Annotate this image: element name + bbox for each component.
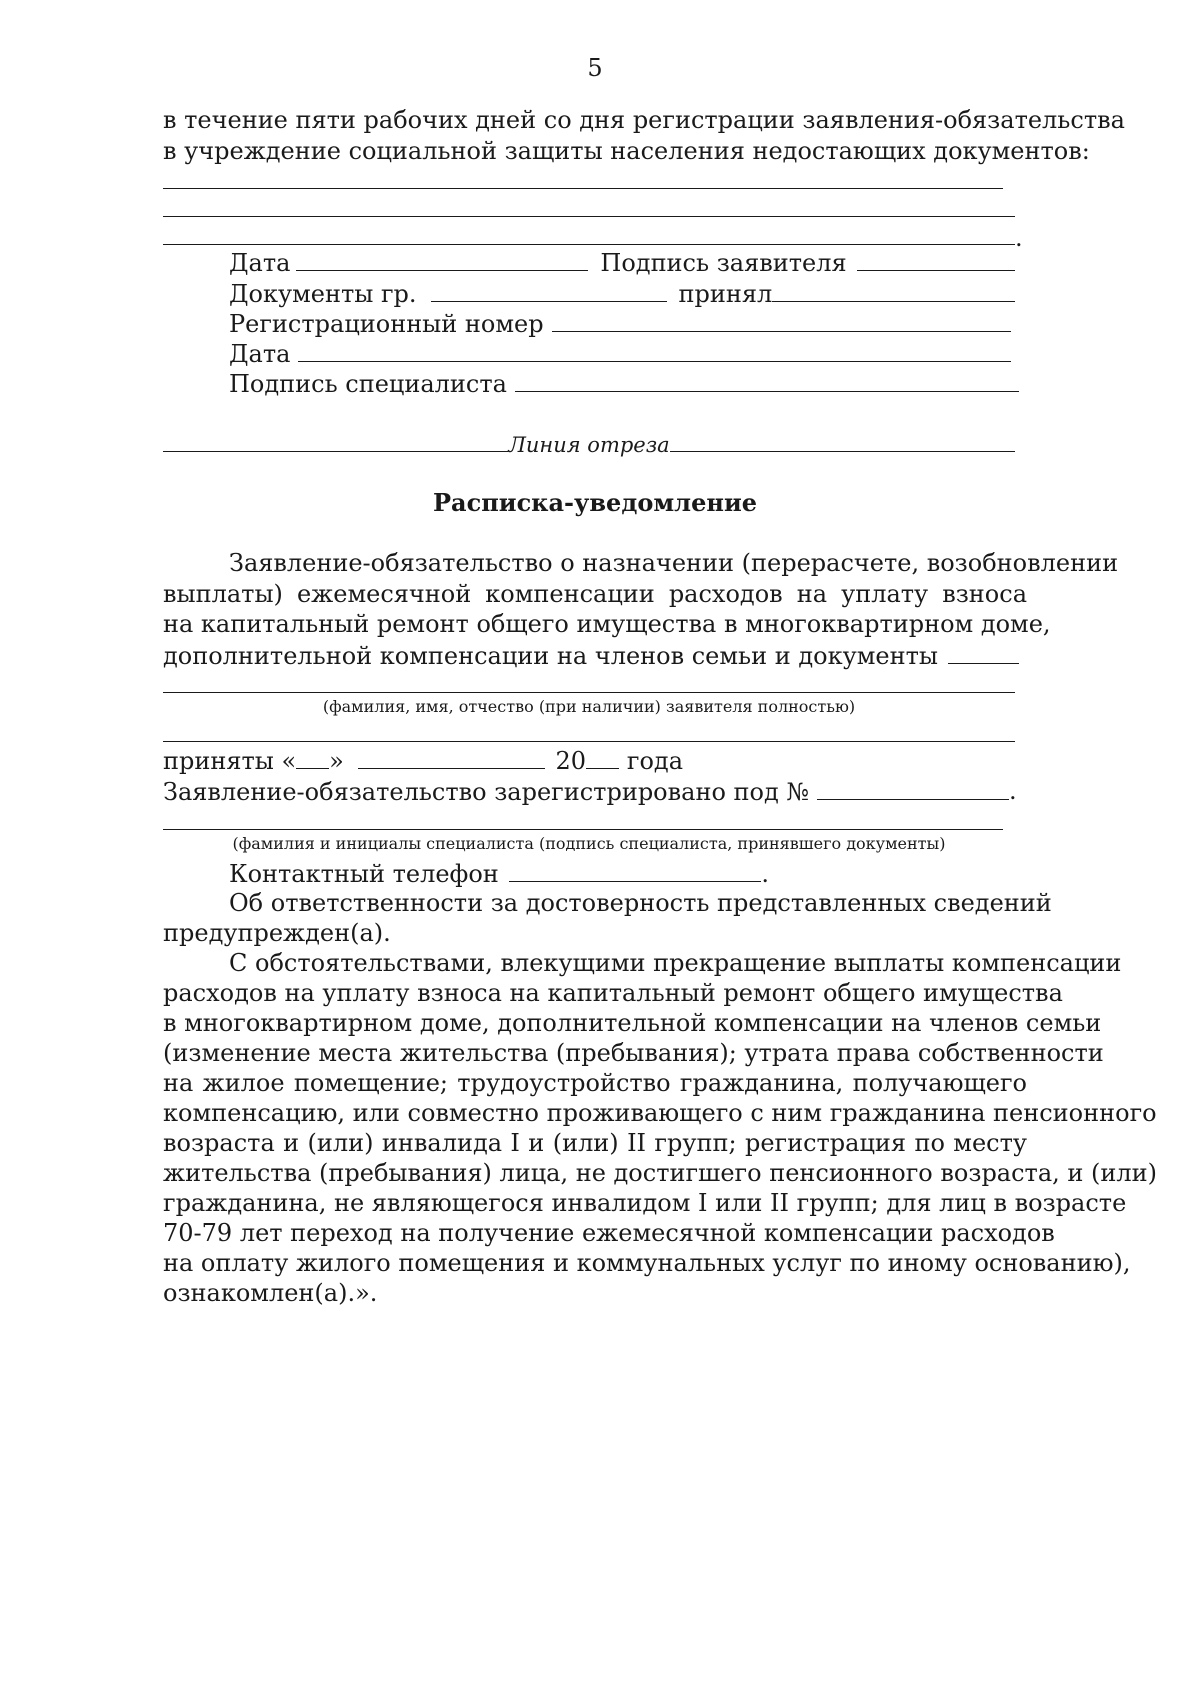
- circumstances-line2: расходов на уплату взноса на капитальный ремонт общего имущества: [163, 979, 1063, 1007]
- registered-period: .: [1009, 777, 1017, 805]
- receipt-para1-line2: выплаты) ежемесячной компенсации расходов на уплату взноса: [163, 580, 1027, 608]
- circumstances-line4: (изменение места жительства (пребывания); утрата права собственности: [163, 1039, 1104, 1067]
- circumstances-line11: на оплату жилого помещения и коммунальных услуг по иному основанию),: [163, 1249, 1131, 1277]
- receipt-para1-line3: на капитальный ремонт общего имущества в многоквартирном доме,: [163, 610, 1051, 638]
- applicant-signature-label: Подпись заявителя: [600, 249, 847, 277]
- circumstances-line12: ознакомлен(а).».: [163, 1279, 378, 1307]
- circumstances-line8: жительства (пребывания) лица, не достигшего пенсионного возраста, и (или): [163, 1159, 1157, 1187]
- specialist-signature-label: Подпись специалиста: [229, 370, 507, 398]
- responsibility-line1: Об ответственности за достоверность представленных сведений: [229, 889, 1052, 917]
- date2-row: [229, 337, 1011, 370]
- applicant-signature-field[interactable]: [857, 246, 1015, 271]
- registration-number-label: Регистрационный номер: [229, 310, 544, 338]
- date-field[interactable]: [296, 246, 588, 271]
- intro-line-2: в учреждение социальной защиты населения недостающих документов:: [163, 137, 1090, 165]
- receipt-para1-line1: Заявление-обязательство о назначении (перерасчете, возобновлении: [229, 549, 1119, 577]
- date-label: Дата: [229, 249, 291, 277]
- circumstances-line3: в многоквартирном доме, дополнительной компенсации на членов семьи: [163, 1009, 1102, 1037]
- phone-field[interactable]: [509, 857, 762, 882]
- missing-docs-line-2[interactable]: [163, 216, 1015, 217]
- line-period: .: [1015, 224, 1023, 252]
- cut-line: [163, 429, 1015, 461]
- responsibility-line2: предупрежден(а).: [163, 919, 391, 947]
- circumstances-line6: компенсацию, или совместно проживающего с ним гражданина пенсионного: [163, 1099, 1157, 1127]
- applicant-fio-line-2[interactable]: [163, 741, 1015, 742]
- circumstances-line7: возраста и (или) инвалида I и (или) II групп; регистрация по месту: [163, 1129, 1027, 1157]
- accepted-date-row: [163, 744, 683, 777]
- accepted-by-field[interactable]: [772, 277, 1015, 302]
- applicant-fio-line[interactable]: [163, 692, 1015, 693]
- circumstances-line5: на жилое помещение; трудоустройство гражданина, получающего: [163, 1069, 1027, 1097]
- caption-specialist: (фамилия и инициалы специалиста (подпись специалиста, принявшего документы): [232, 834, 946, 853]
- registered-number-field[interactable]: [817, 775, 1009, 800]
- documents-label: Документы гр.: [229, 280, 417, 308]
- documents-row: [229, 277, 1015, 310]
- cut-line-label: Линия отреза: [508, 433, 670, 457]
- missing-docs-line-3[interactable]: [163, 244, 1015, 245]
- missing-docs-line-1[interactable]: [163, 188, 1003, 189]
- accepted-day-field[interactable]: [296, 744, 329, 769]
- specialist-signature-field[interactable]: [515, 367, 1019, 392]
- accepted-quote-close: »: [329, 747, 344, 775]
- registered-row: [163, 775, 1009, 808]
- receipt-title: Расписка-уведомление: [432, 488, 758, 517]
- year-suffix: года: [626, 747, 683, 775]
- circumstances-line9: гражданина, не являющегося инвалидом I или II групп; для лиц в возрасте: [163, 1189, 1127, 1217]
- specialist-signature-row: [229, 367, 1019, 400]
- date2-label: Дата: [229, 340, 291, 368]
- documents-name-field[interactable]: [431, 277, 667, 302]
- cut-line-left: [163, 429, 508, 452]
- registered-label: Заявление-обязательство зарегистрировано под №: [163, 778, 810, 806]
- accepted-by-label: принял: [678, 280, 773, 308]
- receipt-para1-line4: дополнительной компенсации на членов семьи и документы: [163, 642, 938, 670]
- phone-period: .: [761, 860, 769, 888]
- accepted-prefix: приняты «: [163, 747, 297, 775]
- circumstances-line10: 70-79 лет переход на получение ежемесячной компенсации расходов: [163, 1219, 1055, 1247]
- page-number: 5: [587, 54, 603, 82]
- intro-line-1: в течение пяти рабочих дней со дня регистрации заявления-обязательства: [163, 106, 1125, 134]
- accepted-month-field[interactable]: [358, 744, 546, 769]
- date2-field[interactable]: [298, 337, 1011, 362]
- phone-row: [229, 857, 769, 890]
- date-signature-row: [229, 246, 1015, 279]
- phone-label: Контактный телефон: [229, 860, 499, 888]
- caption-applicant-fio: (фамилия, имя, отчество (при наличии) заявителя полностью): [322, 697, 856, 716]
- accepted-year-field[interactable]: [586, 744, 619, 769]
- registration-number-field[interactable]: [552, 307, 1011, 332]
- registration-number-row: [229, 307, 1011, 340]
- specialist-line[interactable]: [163, 829, 1003, 830]
- documents-list-field[interactable]: [948, 639, 1019, 664]
- year-prefix: 20: [555, 747, 586, 775]
- circumstances-line1: С обстоятельствами, влекущими прекращение выплаты компенсации: [229, 949, 1122, 977]
- cut-line-right: [670, 429, 1015, 452]
- receipt-para1-line4-row: [163, 639, 1019, 672]
